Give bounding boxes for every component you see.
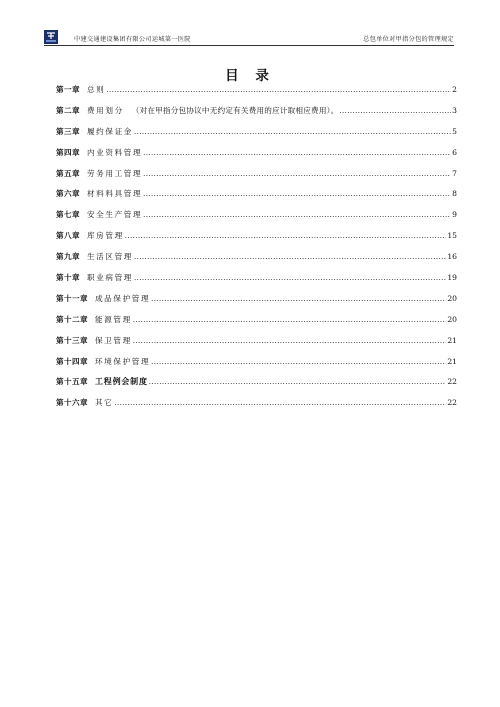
toc-chapter-title: 生活区管理 (86, 252, 133, 262)
toc-entry[interactable] (56, 252, 457, 273)
toc-entry[interactable] (56, 169, 457, 190)
toc-chapter-number: 第八章 (56, 231, 80, 241)
toc-page-number: 20 (447, 314, 457, 324)
toc-chapter-note: （对在甲指分包协议中无约定有关费用的应计取相应费用）。 (131, 105, 339, 115)
toc-dot-leader (133, 336, 447, 346)
toc-page-number: 15 (447, 231, 457, 241)
toc-page-number: 6 (452, 147, 457, 157)
toc-chapter-title: 成品保护管理 (94, 293, 151, 303)
toc-chapter-title: 总则 (86, 85, 106, 94)
toc-chapter-title: 工程例会制度 (94, 377, 148, 387)
toc-dot-leader (143, 169, 451, 179)
toc-chapter-number: 第九章 (56, 252, 80, 262)
toc-page-number: 5 (452, 126, 457, 136)
toc-dot-leader (134, 252, 446, 262)
toc-chapter-title: 内业资料管理 (86, 147, 143, 157)
toc-page-number: 21 (447, 335, 457, 345)
toc-chapter-number: 第五章 (56, 168, 80, 178)
company-logo-icon (44, 30, 58, 44)
toc-page-number: 20 (447, 293, 457, 303)
toc-chapter-number: 第三章 (56, 126, 80, 136)
toc-chapter-number: 第一章 (56, 85, 80, 94)
toc-page-number: 22 (447, 398, 457, 408)
toc-entry[interactable] (56, 127, 457, 148)
toc-entry[interactable] (56, 377, 457, 398)
toc-dot-leader (133, 315, 447, 325)
toc-dot-leader (143, 148, 451, 158)
toc-chapter-title: 环境保护管理 (94, 356, 151, 366)
toc-dot-leader (134, 127, 451, 137)
toc-entry[interactable] (56, 294, 457, 315)
toc-entry[interactable] (56, 106, 457, 127)
toc-chapter-number: 第十五章 (56, 377, 88, 387)
toc-chapter-number: 第十一章 (56, 293, 88, 303)
toc-entry[interactable] (56, 273, 457, 294)
toc-chapter-title: 能源管理 (94, 314, 132, 324)
toc-chapter-title: 其它 (94, 398, 114, 408)
toc-dot-leader (151, 294, 446, 304)
toc-chapter-title: 费用划分 (86, 105, 124, 115)
toc-dot-leader (114, 398, 446, 408)
toc-chapter-number: 第二章 (56, 105, 80, 115)
header-document-title: 总包单位对甲指分包的管理规定 (363, 36, 454, 43)
toc-chapter-title: 职业病管理 (86, 273, 133, 283)
toc-chapter-number: 第六章 (56, 189, 80, 199)
toc-page-number: 2 (452, 85, 457, 94)
toc-chapter-title: 安全生产管理 (86, 210, 143, 220)
header-divider (44, 45, 454, 46)
header-company-name: 中建交通建设集团有限公司运城第一医院 (74, 36, 191, 43)
toc-chapter-number: 第四章 (56, 147, 80, 157)
toc-chapter-number: 第十四章 (56, 356, 88, 366)
toc-page-number: 16 (447, 252, 457, 262)
toc-page-number: 21 (447, 356, 457, 366)
toc-page-number: 8 (452, 189, 457, 199)
toc-dot-leader (339, 106, 451, 116)
toc-chapter-number: 第七章 (56, 210, 80, 220)
toc-chapter-title: 保卫管理 (94, 335, 132, 345)
toc-dot-leader (149, 377, 447, 387)
toc-entry[interactable] (56, 210, 457, 231)
page-header (44, 30, 454, 48)
toc-dot-leader (151, 357, 446, 367)
toc-entry[interactable] (56, 398, 457, 419)
toc-dot-leader (106, 85, 451, 95)
toc-page-number: 7 (452, 168, 457, 178)
toc-page-number: 3 (452, 105, 457, 115)
toc-entry[interactable] (56, 336, 457, 357)
toc-page-number: 9 (452, 210, 457, 220)
toc-chapter-number: 第十二章 (56, 314, 88, 324)
toc-entry[interactable] (56, 231, 457, 252)
toc-page-number: 22 (447, 377, 457, 387)
toc-page-number: 19 (447, 273, 457, 283)
toc-entry[interactable] (56, 315, 457, 336)
toc-dot-leader (125, 231, 447, 241)
toc-chapter-number: 第十六章 (56, 398, 88, 408)
toc-entry[interactable] (56, 85, 457, 106)
toc-entry[interactable] (56, 189, 457, 210)
toc-chapter-number: 第十三章 (56, 335, 88, 345)
toc-chapter-title: 劳务用工管理 (86, 168, 143, 178)
toc-chapter-number: 第十章 (56, 273, 80, 283)
toc-dot-leader (143, 189, 451, 199)
toc-dot-leader (134, 273, 446, 283)
toc-entry[interactable] (56, 148, 457, 169)
toc-chapter-title: 库房管理 (86, 231, 124, 241)
table-of-contents (56, 85, 457, 419)
toc-dot-leader (143, 210, 451, 220)
toc-chapter-title: 履约保证金 (86, 126, 133, 136)
page-title: 目 录 (225, 68, 275, 84)
toc-entry[interactable] (56, 357, 457, 378)
toc-chapter-title: 材料料具管理 (86, 189, 143, 199)
